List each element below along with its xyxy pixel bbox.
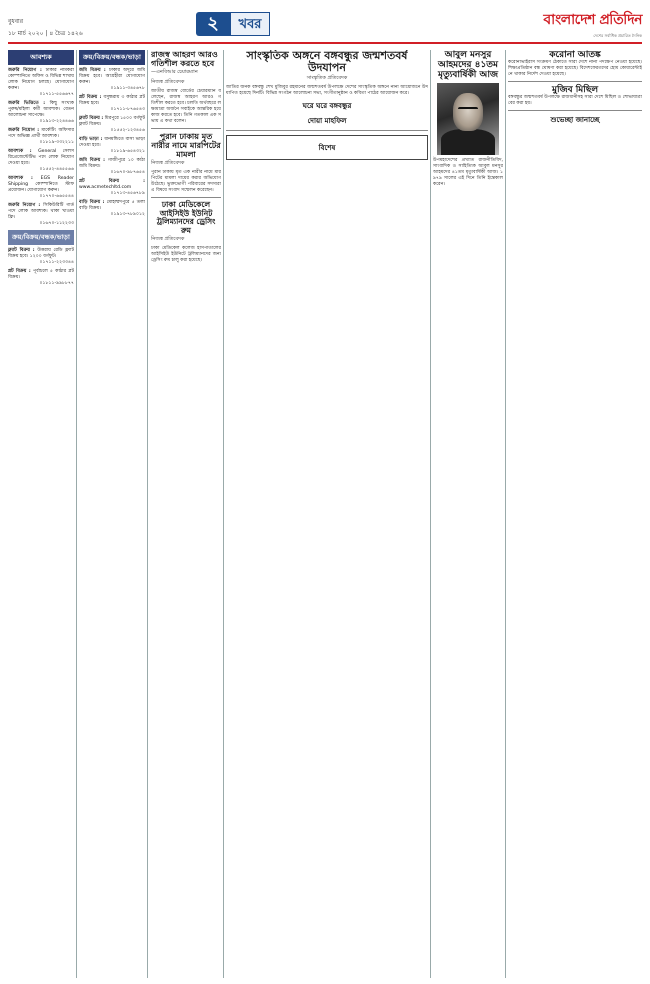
classified-title: বাড়ি বিক্রয় :: [79, 200, 107, 205]
classified-title: ফ্ল্যাট বিক্রয় :: [79, 116, 105, 121]
classified-ad: [8, 203, 74, 227]
classified-text: ঢাকার নামকরা কোম্পানিতে অফিস ও বিভিন্ন শাখায় লোক নিয়োগ চলছে। যোগাযোগ করুন।: [8, 68, 74, 91]
date-text: ১৮ মার্চ ২০২০ | ৪ চৈত্র ১৪২৬: [8, 30, 83, 37]
news-col-3: [151, 50, 221, 978]
classified-title: ফ্ল্যাট বিক্রয় :: [8, 248, 38, 253]
classified-text: মিরপুরে ১৫০০ বর্গফুট ফ্ল্যাট বিক্রয়।: [79, 116, 145, 127]
classified-text: উত্তরায় রেডি ফ্ল্যাট বিক্রয় হবে। ১২০০ বর্গফুট।: [8, 248, 74, 259]
classified-ad: [8, 101, 74, 125]
classified-col-1: [8, 50, 74, 978]
body-bonggobondhu: জাতির জনক বঙ্গবন্ধু শেখ মুজিবুর রহমানের জন্মশতবর্ষ উপলক্ষে দেশের সাংস্কৃতিক অঙ্গনে নানা আয়োজনে উদযাপিত হয়েছে দিনটি। বিভিন্ন সংগঠন আলোচনা সভা, সংগীতানুষ্ঠান ও কবিতা পাঠের আয়োজন করে।: [226, 85, 428, 96]
headline-rajjo: রাজস্ব আহরণ আরও গতিশীল করতে হবে: [151, 50, 218, 68]
classified-text: EGS Reader Shipping কোম্পানিতে স্টাফ প্রয়োজন। যোগাযোগ করুন।: [8, 176, 74, 193]
page-number: ২: [196, 12, 230, 36]
classified-phone: ০১৬৭০-৯৮৭৬৫৪: [110, 170, 145, 175]
classified-text: মার্কেটিং অফিসার পদে অভিজ্ঞ প্রার্থী আবশ্যক।: [8, 128, 74, 139]
classified-text: ধানমন্ডিতে বাসা ভাড়া দেওয়া হবে।: [79, 137, 145, 148]
header-date: [8, 16, 83, 39]
classified-text: মোহাম্মদপুরে ৫ তলা বাড়ি বিক্রয়।: [79, 200, 145, 211]
headline-bishesh: বিশেষ: [318, 144, 336, 152]
classified-phone: ০১৭১১-৫৫৬৬৭৭: [39, 92, 74, 97]
classified-ad: [79, 179, 145, 197]
header-rule: [8, 42, 642, 44]
classified-ad: [79, 158, 145, 176]
classified-phone: ০১৭১৩-৪৫৬৭৮৯: [110, 191, 145, 196]
column-divider: [505, 50, 506, 978]
logo-tagline: দেশের সর্বাধিক প্রচারিত দৈনিক: [593, 33, 642, 38]
classified-phone: ০১৭১১-২২৩৩৪৪: [39, 260, 74, 265]
divider: [508, 110, 642, 111]
column-divider: [147, 50, 148, 978]
headline-icu: ঢাকা মেডিকেলে আইসিইউ ইউনিট ট্রলিম্যানদের ড্রেসিং রুম: [156, 200, 216, 235]
news-col-main: [226, 50, 428, 978]
body-abul: উপমহাদেশের প্রখ্যাত রাজনীতিবিদ, সাংবাদিক ও সাহিত্যিক আবুল মনসুর আহমদের ৪১তম মৃত্যুবার্ষিকী আজ। ১৯৭৯ সালের এই দিনে তিনি ইন্তেকাল করেন।: [433, 158, 503, 187]
classified-ad: [79, 68, 145, 92]
classified-ad: [79, 200, 145, 218]
masthead-logo: [530, 8, 642, 38]
classified-title: জমি বিক্রয় :: [79, 158, 108, 163]
classified-ad: [8, 149, 74, 173]
classified-title: বাড়ি ভাড়া :: [79, 137, 105, 142]
news-col-corona: [508, 50, 642, 978]
classified-phone: ০১৫৫২-৪৪৫৫৬৬: [39, 167, 74, 172]
classified-title: প্লট বিক্রয় :: [8, 269, 34, 274]
classified-text: গাজীপুরে ১০ কাঠা জমি বিক্রয়।: [79, 158, 145, 169]
classified-title: প্লট বিক্রয় :: [79, 179, 145, 184]
classified-text: বসুন্ধরায় ৩ কাঠার প্লট বিক্রয় হবে।: [79, 95, 145, 106]
classified-phone: ০১৯১১-৩৪৫৬৭৮: [110, 86, 145, 91]
body-rajjo: জাতীয় রাজস্ব বোর্ডের চেয়ারম্যান বলেছেন, রাজস্ব আহরণ আরও গতিশীল করতে হবে। চলতি অর্থবছরে লক্ষ্যমাত্রা অর্জনে সবাইকে আন্তরিক হয়ে কাজ করতে হবে। তিনি গতকাল এক সভায় এ কথা বলেন।: [151, 89, 221, 124]
classified-phone: ০১৭৭০-৬৬৫৫৪৪: [39, 194, 74, 199]
classified-ad: [79, 137, 145, 155]
classified-title: আবশ্যক :: [8, 149, 39, 154]
subhead-ghore: ঘরে ঘরে বঙ্গবন্ধুর: [302, 102, 352, 110]
byline-icu: নিজস্ব প্রতিবেদক: [151, 236, 185, 242]
classified-ad: [8, 269, 74, 287]
divider: [151, 197, 221, 198]
bishesh-box: [226, 135, 428, 160]
headline-shuvechha: শুভেচ্ছা জানাচ্ছে: [550, 116, 600, 124]
day-name: বুধবার: [8, 18, 24, 25]
body-mujib: বঙ্গবন্ধুর জন্মশতবর্ষ উপলক্ষে রাজধানীসহ সারা দেশে মিছিল ও শোভাযাত্রা বের করা হয়।: [508, 95, 642, 106]
classified-phone: ০১৮১৯-৩৩২২১১: [39, 140, 74, 145]
classified-phone: ০১৭১১-৮৭৬৫৪৩: [110, 107, 145, 112]
headline-abul: আবুল মনসুর আহমদের ৪১তম মৃত্যুবার্ষিকী আজ: [437, 50, 499, 80]
classified-phone: ০১৯১৩-৭৮৯০১২: [110, 212, 145, 217]
column-divider: [223, 50, 224, 978]
portrait-photo: [437, 83, 499, 155]
classified-heading-2: ক্রয়/বিক্রয়/বন্ধক/ভাড়া: [8, 230, 74, 245]
headline-mujib: মুজিব মিছিল: [551, 85, 599, 95]
subhead-rajjo: —এনবিআর চেয়ারম্যান: [151, 69, 198, 75]
logo-text: বাংলাদেশ প্রতিদিন: [543, 12, 642, 28]
classified-text: পূর্বাচলে ৫ কাঠার প্লট বিক্রয়।: [8, 269, 74, 280]
classified-title: প্লট বিক্রয় :: [79, 95, 104, 100]
section-label: খবর: [230, 12, 270, 36]
byline-bonggobondhu: সাংস্কৃতিক প্রতিবেদক: [306, 75, 348, 81]
classified-title: জরুরি ভিত্তিতে :: [8, 101, 50, 106]
classified-ad: [8, 176, 74, 200]
headline-bonggobondhu: সাংস্কৃতিক অঙ্গনে বঙ্গবন্ধুর জন্মশতবর্ষ উদযাপন: [246, 50, 408, 74]
classified-list-3: [79, 68, 145, 218]
headline-corona: করোনা আতঙ্ক: [549, 50, 601, 60]
classified-phone: ০১৮১৯-৬৫৪৩২১: [110, 149, 145, 154]
classified-text: www.acmetechltd.com: [79, 185, 132, 190]
divider: [508, 81, 642, 82]
classified-ad: [8, 128, 74, 146]
classified-text: সিকিউরিটি গার্ড পদে লোক আবশ্যক। থাকা খাওয়া ফ্রি।: [8, 203, 74, 220]
headline-purana: পুরান ঢাকায় মৃত নারীর নামে মারপিটের মামলা: [151, 132, 221, 159]
classified-text: ঢাকার অদূরে জমি বিক্রয় হবে। আগ্রহীরা যোগাযোগ করুন।: [79, 68, 145, 85]
divider: [151, 128, 221, 129]
column-divider: [76, 50, 77, 978]
classified-title: জরুরি নিয়োগ :: [8, 68, 46, 73]
classified-phone: ০১৯১৩-২২৪৪৬৬: [39, 119, 74, 124]
classified-phone: ০১৫৫২-১২৩৪৫৬: [110, 128, 145, 133]
classified-ad: [8, 68, 74, 98]
classified-heading-3: ক্রয়/বিক্রয়/বন্ধক/ভাড়া: [79, 50, 145, 65]
classified-ad: [8, 248, 74, 266]
byline-rajjo: নিজস্ব প্রতিবেদক: [151, 79, 185, 85]
byline-purana: নিজস্ব প্রতিবেদক: [151, 160, 185, 166]
column-divider: [430, 50, 431, 978]
classified-heading: আবশ্যক: [8, 50, 74, 65]
classified-list-2: [8, 248, 74, 287]
classified-text: কিছু সংখ্যক পুরুষ/মহিলা কর্মী আবশ্যক। বেতন আলোচনা সাপেক্ষে।: [8, 101, 74, 118]
subhead-doa: দোয়া মাহফিল: [307, 117, 347, 125]
classified-title: আবশ্যক :: [8, 176, 41, 181]
page-header: [8, 6, 642, 46]
body-purana: পুরান ঢাকায় মৃত এক নারীর নামে মারপিটের মামলা দায়ের করার অভিযোগ উঠেছে। ভুক্তভোগী পরিবারের সদস্যরা এ বিষয়ে সংবাদ সম্মেলন করেছেন।: [151, 170, 221, 193]
classified-title: জরুরি নিয়োগ :: [8, 128, 42, 133]
divider: [226, 130, 428, 131]
classified-ad: [79, 116, 145, 134]
classified-col-2: [79, 50, 145, 978]
classified-text: General সেলস রিপ্রেজেন্টেটিভ পদে লোক নিয়োগ দেওয়া হবে।: [8, 149, 74, 166]
classified-phone: ০১৮১১-৯৯৮৮৭৭: [39, 281, 74, 286]
classified-title: জরুরি নিয়োগ :: [8, 203, 44, 208]
classified-ad: [79, 95, 145, 113]
body-corona: করোনাভাইরাস সংক্রমণ ঠেকাতে সারা দেশে নানা পদক্ষেপ নেওয়া হয়েছে। শিক্ষাপ্রতিষ্ঠান বন্ধ ঘোষণা করা হয়েছে। বিদেশফেরতদের হোম কোয়ারেন্টাইনে থাকার নির্দেশ দেওয়া হয়েছে।: [508, 60, 642, 77]
classified-list: [8, 68, 74, 227]
body-icu: ঢাকা মেডিকেল কলেজ হাসপাতালের আইসিইউ ইউনিটে ট্রলিম্যানদের জন্য ড্রেসিং রুম চালু করা হয়েছে।: [151, 246, 221, 263]
classified-phone: ০১৬৭০-১১২২৩৩: [39, 221, 74, 226]
classified-title: জমি বিক্রয় :: [79, 68, 110, 73]
news-col-abul: [433, 50, 503, 978]
